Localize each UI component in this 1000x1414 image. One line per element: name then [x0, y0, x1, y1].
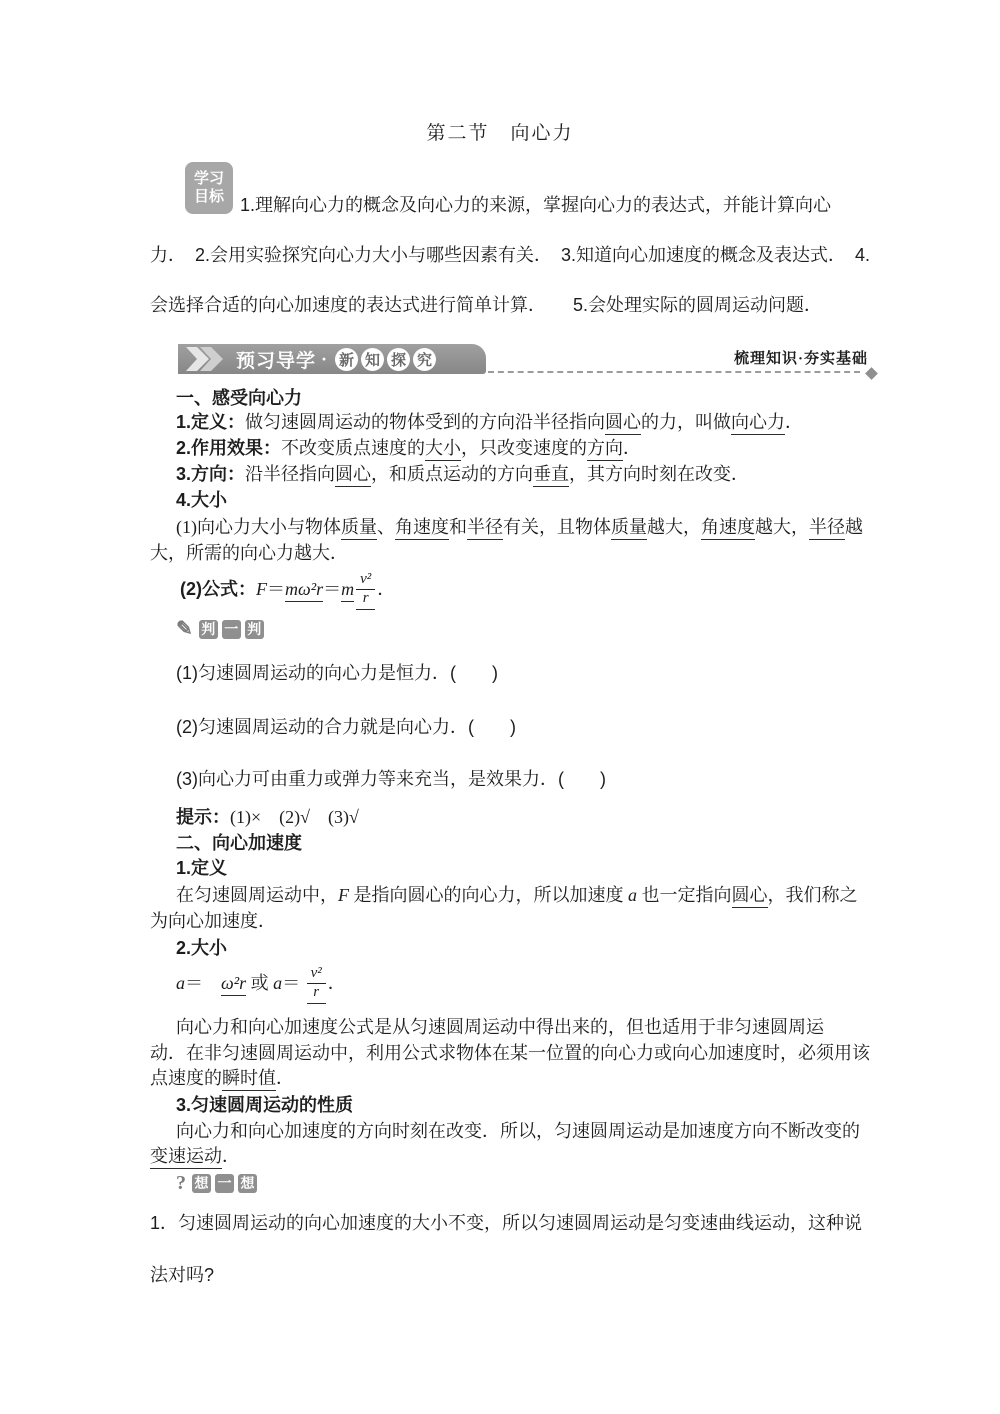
section-banner: [150, 344, 878, 380]
banner-title: 预习导学: [236, 350, 317, 372]
banner-diamond-icon: [865, 367, 878, 380]
judge-badge-char: 判: [199, 620, 218, 639]
section1-heading: 一、感受向心力: [176, 388, 302, 408]
judge-badge-char: 判: [245, 620, 264, 639]
apply-line1: 向心力和向心加速度公式是从匀速圆周运动中得出来的，但也适用于非匀速圆周运: [176, 1017, 824, 1037]
definition2-line2: 为向心加速度．: [150, 911, 276, 931]
property-line2: 变速运动．: [150, 1144, 884, 1168]
objectives-line-3: 会选择合适的向心加速度的表达式进行简单计算． 5.会处理实际的圆周运动问题．: [150, 295, 823, 315]
banner-right-label: 梳理知识·夯实基础: [733, 351, 868, 367]
banner-circle-char: 知: [361, 348, 384, 371]
property-heading: 3.匀速圆周运动的性质: [176, 1095, 354, 1115]
banner-circle-char: 究: [413, 348, 436, 371]
force-formula: (2)公式：F＝mω²r＝m $\frac{\text{v²}}{r}$ ．: [150, 566, 914, 612]
size-heading: 4.大小: [176, 490, 228, 510]
banner-separator: ·: [321, 348, 328, 369]
definition-line: 1.定义：做匀速圆周运动的物体受到的方向沿半径指向圆心的力，叫做向心力．: [150, 410, 910, 434]
judge-hint: 提示：(1)× (2)√ (3)√: [176, 807, 359, 827]
banner-circle-char: 探: [387, 348, 410, 371]
page-title: 第二节 向心力: [426, 123, 574, 144]
definition-heading: 1.定义: [176, 858, 228, 878]
objective-badge-line1: 学习: [193, 170, 224, 187]
apply-line2: 动．在非匀速圆周运动中，利用公式求物体在某一位置的向心力或向心加速度时，必须用该: [150, 1043, 870, 1063]
double-chevron-icon: [184, 346, 228, 372]
effect-line: 2.作用效果：不改变质点速度的大小，只改变速度的方向．: [150, 436, 910, 460]
question-mark-icon: ?: [176, 1172, 186, 1194]
acceleration-formula: a＝ ω²r 或 a＝ $\frac{\text{v²}}{r}$ ．: [150, 960, 910, 1006]
direction-line: 3.方向：沿半径指向圆心，和质点运动的方向垂直，其方向时刻在改变．: [150, 462, 910, 486]
judge-badge-char: 一: [222, 620, 241, 639]
judge-badge: [176, 618, 264, 640]
objectives-line-2: 力． 2.会用实验探究向心力大小与哪些因素有关． 3.知道向心加速度的概念及表达式． 4.: [150, 245, 871, 265]
think-question-line2: 法对吗?: [150, 1265, 215, 1285]
think-badge-char: 想: [238, 1174, 257, 1193]
banner-dashed-line: [488, 371, 860, 373]
apply-line3: 点速度的瞬时值．: [150, 1066, 884, 1090]
judge-question-3: (3)向心力可由重力或弹力等来充当，是效果力．( ): [176, 769, 606, 789]
think-badge-char: 一: [215, 1174, 234, 1193]
banner-bar: [178, 344, 486, 374]
think-badge: [176, 1172, 257, 1194]
banner-circle-char: 新: [335, 348, 358, 371]
size-item1-line1: (1)向心力大小与物体质量、角速度和半径有关，且物体质量越大，角速度越大，半径越: [150, 515, 910, 539]
size2-heading: 2.大小: [176, 938, 228, 958]
pencil-icon: ✎: [176, 618, 193, 640]
size-item1-line2: 大，所需的向心力越大．: [150, 543, 348, 563]
think-badge-char: 想: [192, 1174, 211, 1193]
objective-badge-line2: 目标: [193, 188, 224, 205]
property-line1: 向心力和向心加速度的方向时刻在改变．所以，匀速圆周运动是加速度方向不断改变的: [176, 1121, 860, 1141]
judge-question-1: (1)匀速圆周运动的向心力是恒力．( ): [176, 663, 498, 683]
objectives-line-1: 1.理解向心力的概念及向心力的来源，掌握向心力的表达式，并能计算向心: [240, 195, 832, 215]
definition2-line1: 在匀速圆周运动中，F 是指向圆心的向心力，所以加速度 a 也一定指向圆心，我们称之: [150, 883, 910, 907]
think-question-line1: 1．匀速圆周运动的向心加速度的大小不变，所以匀速圆周运动是匀变速曲线运动，这种说: [150, 1213, 863, 1233]
judge-question-2: (2)匀速圆周运动的合力就是向心力．( ): [176, 717, 516, 737]
section2-heading: 二、向心加速度: [176, 833, 302, 853]
